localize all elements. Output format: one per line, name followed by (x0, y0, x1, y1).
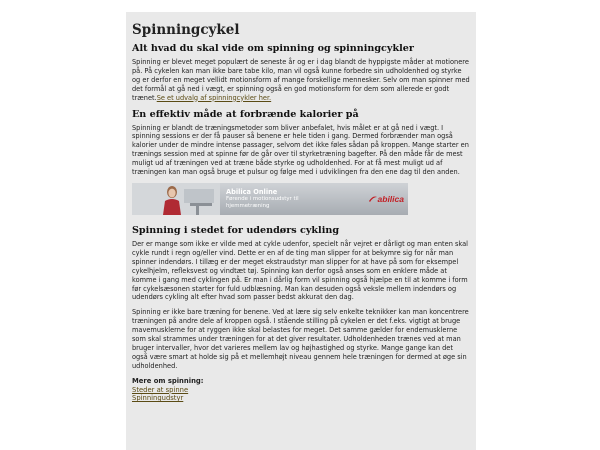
page-title: Spinningcykel (132, 22, 240, 38)
section-heading-indoor: Spinning i stedet for udendørs cykling (132, 224, 340, 236)
link-spinning-equipment[interactable]: Spinningudstyr (132, 394, 184, 403)
banner-photo (132, 183, 220, 215)
abilica-banner[interactable] (132, 183, 408, 215)
intro-text: Spinning er blevet meget populært de seneste år og er i dag blandt de hyppigste måder at motionere på. På cykelen kan man ikke bare tabe kilo, man vil også kunne forbedre sin udholdenhed og styrke og er derfor en meget vellidt motionsform af mange forskellige mennesker. Selv om man spinner med det formål at gå ned i vægt, er spinning også en god motionsform for dem som allerede er godt trænet. (132, 58, 470, 102)
banner-title: Abilica Online (226, 187, 278, 196)
swoosh-icon (368, 194, 378, 204)
more-about-spinning (132, 377, 470, 403)
section-heading-intro: Alt hvad du skal vide om spinning og spinningcykler (132, 43, 414, 54)
section-heading-calories: En effektiv måde at forbrænde kalorier på (132, 108, 359, 120)
banner-subtitle: Førende i motionsudstyr til hjemmetræning (226, 195, 299, 209)
banner-text (220, 188, 326, 210)
woman-exercising-icon (132, 183, 220, 215)
link-places-to-spin[interactable]: Steder at spinne (132, 385, 189, 394)
calories-paragraph: Spinning er blandt de træningsmetoder som bliver anbefalet, hvis målet er at gå ned i vægt. I spinning sessions er der få pauser så benene er hele tiden i gang. Dermed forbrænder man også kalorier under de mindre intense passager, selvom det ikke føles sådan på kroppen. Mange starter en trænings session med at spinne før de går over til styrketræning bagefter. På den måde får de mest muligt ud af træningen ved at træne både styrke og udholdenhed. For at få mest muligt ud af træningen kan man også bruge et pulsur og følge med i udviklingen fra den ene dag til den anden. (132, 123, 469, 177)
logo-text: abilica (377, 193, 404, 204)
indoor-paragraph-1: Der er mange som ikke er vilde med at cykle udenfor, specielt når vejret er dårligt og man enten skal cykle rundt i regn og/eller vind. Dette er en af de ting man slipper for at bekymre sig for når man spinner indendørs. I tillæg er der meget ekstraudstyr man slipper for at have på som for eksempel cykelhjelm, refleksvest og vindtæt tøj. Spinning kan derfor også anses som en enklere måde at komme i gang med cyklingen på. Er man i dårlig form vil spinning også hjælpe en til at komme i form før cykelsæsonen starter for fuld udblæsning. Man kan desuden også veksle mellem indendørs og udendørs cykling alt efter hvad som passer bedst akkurat den dag. (132, 239, 468, 302)
indoor-paragraph-2: Spinning er ikke bare træning for benene. Ved at lære sig selv enkelte teknikker kan man koncentrere træningen på andre dele af kroppen også. I stående stilling på cykelen er det f.eks. vigtigt at bruge mavemusklerne for at ryggen ikke skal belastes for meget. Det samme gælder for endemusklerne som skal strammes under træningen for at det giver resultater. Udholdenheden trænes ved at man bruger intervaller, hvor det varieres mellem lav og højhastighed og styrke. Mange gange kan det også være smart at holde sig på et mellemhøjt niveau gennem hele træningen for dermed at øge sin udholdenhed. (132, 308, 469, 370)
more-title: Mere om spinning: (132, 376, 204, 385)
intro-paragraph (132, 58, 470, 103)
abilica-logo (326, 183, 408, 215)
spinning-bikes-link[interactable]: Se et udvalg af spinningcykler her. (156, 93, 272, 102)
article-container (126, 12, 476, 450)
